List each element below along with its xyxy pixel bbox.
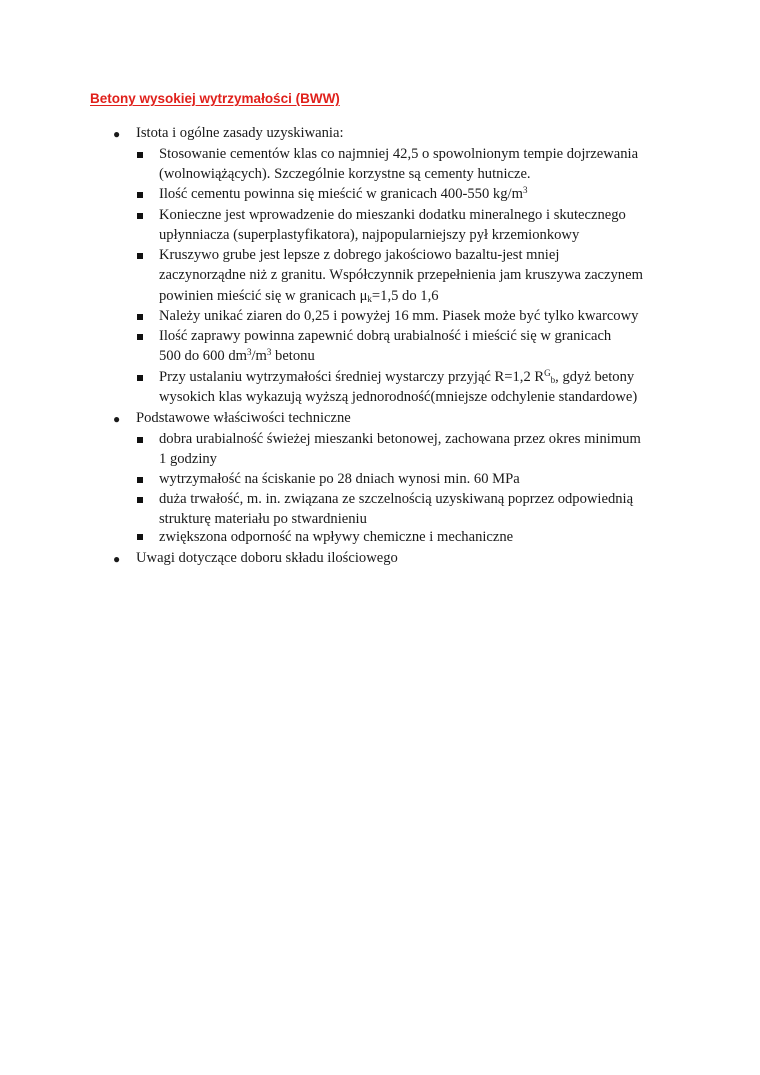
list-item-line: Stosowanie cementów klas co najmniej 42,5 o spowolnionym tempie dojrzewania [159,146,639,162]
section-heading: Uwagi dotyczące doboru składu ilościowego [136,550,398,566]
list-item-line: upłynniacza (superplastyfikatora), najpopularniejszy pył krzemionkowy [159,227,580,243]
square-bullet-icon [137,437,143,443]
square-bullet-icon [137,534,143,540]
square-bullet-icon [137,253,143,259]
list-item-line: (wolnowiążących). Szczególnie korzystne są cementy hutnicze. [159,166,531,182]
list-item-line: Konieczne jest wprowadzenie do mieszanki dodatku mineralnego i skutecznego [159,207,626,223]
square-bullet-icon [137,192,143,198]
list-item-line: wytrzymałość na ściskanie po 28 dniach wynosi min. 60 MPa [159,471,520,487]
list-item-line: strukturę materiału po stwardnieniu [159,511,367,527]
list-item-line: zaczynorządne niż z granitu. Współczynnik przepełnienia jam kruszywa zaczynem [159,267,643,283]
list-item-line: Przy ustalaniu wytrzymałości średniej wystarczy przyjąć R=1,2 $R^G_b$, gdyż betony [159,368,635,385]
list-item-line: dobra urabialność świeżej mieszanki betonowej, zachowana przez okres minimum [159,431,641,447]
square-bullet-icon [137,497,143,503]
list-item-line: powinien mieścić się w granicach $\mu_k=1,5$ do 1,6 [159,288,439,304]
list-item-line: Ilość zaprawy powinna zapewnić dobrą urabialność i mieścić się w granicach [159,328,612,344]
list-item-line: Ilość cementu powinna się mieścić w granicach 400-550 $kg/m^3$ [159,185,528,202]
list-item-line: Kruszywo grube jest lepsze z dobrego jakościowo bazaltu-jest mniej [159,247,560,263]
list-item-line: duża trwałość, m. in. związana ze szczelnością uzyskiwaną poprzez odpowiednią [159,491,634,507]
section-heading: Podstawowe właściwości techniczne [136,410,351,426]
bullet-dot-icon: ● [113,552,121,566]
list-item-line: Należy unikać ziaren do 0,25 i powyżej 16 mm. Piasek może być tylko kwarcowy [159,308,639,324]
square-bullet-icon [137,477,143,483]
list-item-line: zwiększona odporność na wpływy chemiczne i mechaniczne [159,529,514,545]
document-title: Betony wysokiej wytrzymałości (BWW) [90,91,340,106]
section-heading: Istota i ogólne zasady uzyskiwania: [136,125,344,141]
square-bullet-icon [137,334,143,340]
square-bullet-icon [137,152,143,158]
list-item-line: 500 do 600 $dm^3/m^3$ betonu [159,347,315,364]
square-bullet-icon [137,314,143,320]
list-item-line: 1 godziny [159,451,217,467]
list-item-line: wysokich klas wykazują wyższą jednorodność(mniejsze odchylenie standardowe) [159,389,638,405]
square-bullet-icon [137,375,143,381]
bullet-dot-icon: ● [113,412,121,426]
square-bullet-icon [137,213,143,219]
bullet-dot-icon: ● [113,127,121,141]
